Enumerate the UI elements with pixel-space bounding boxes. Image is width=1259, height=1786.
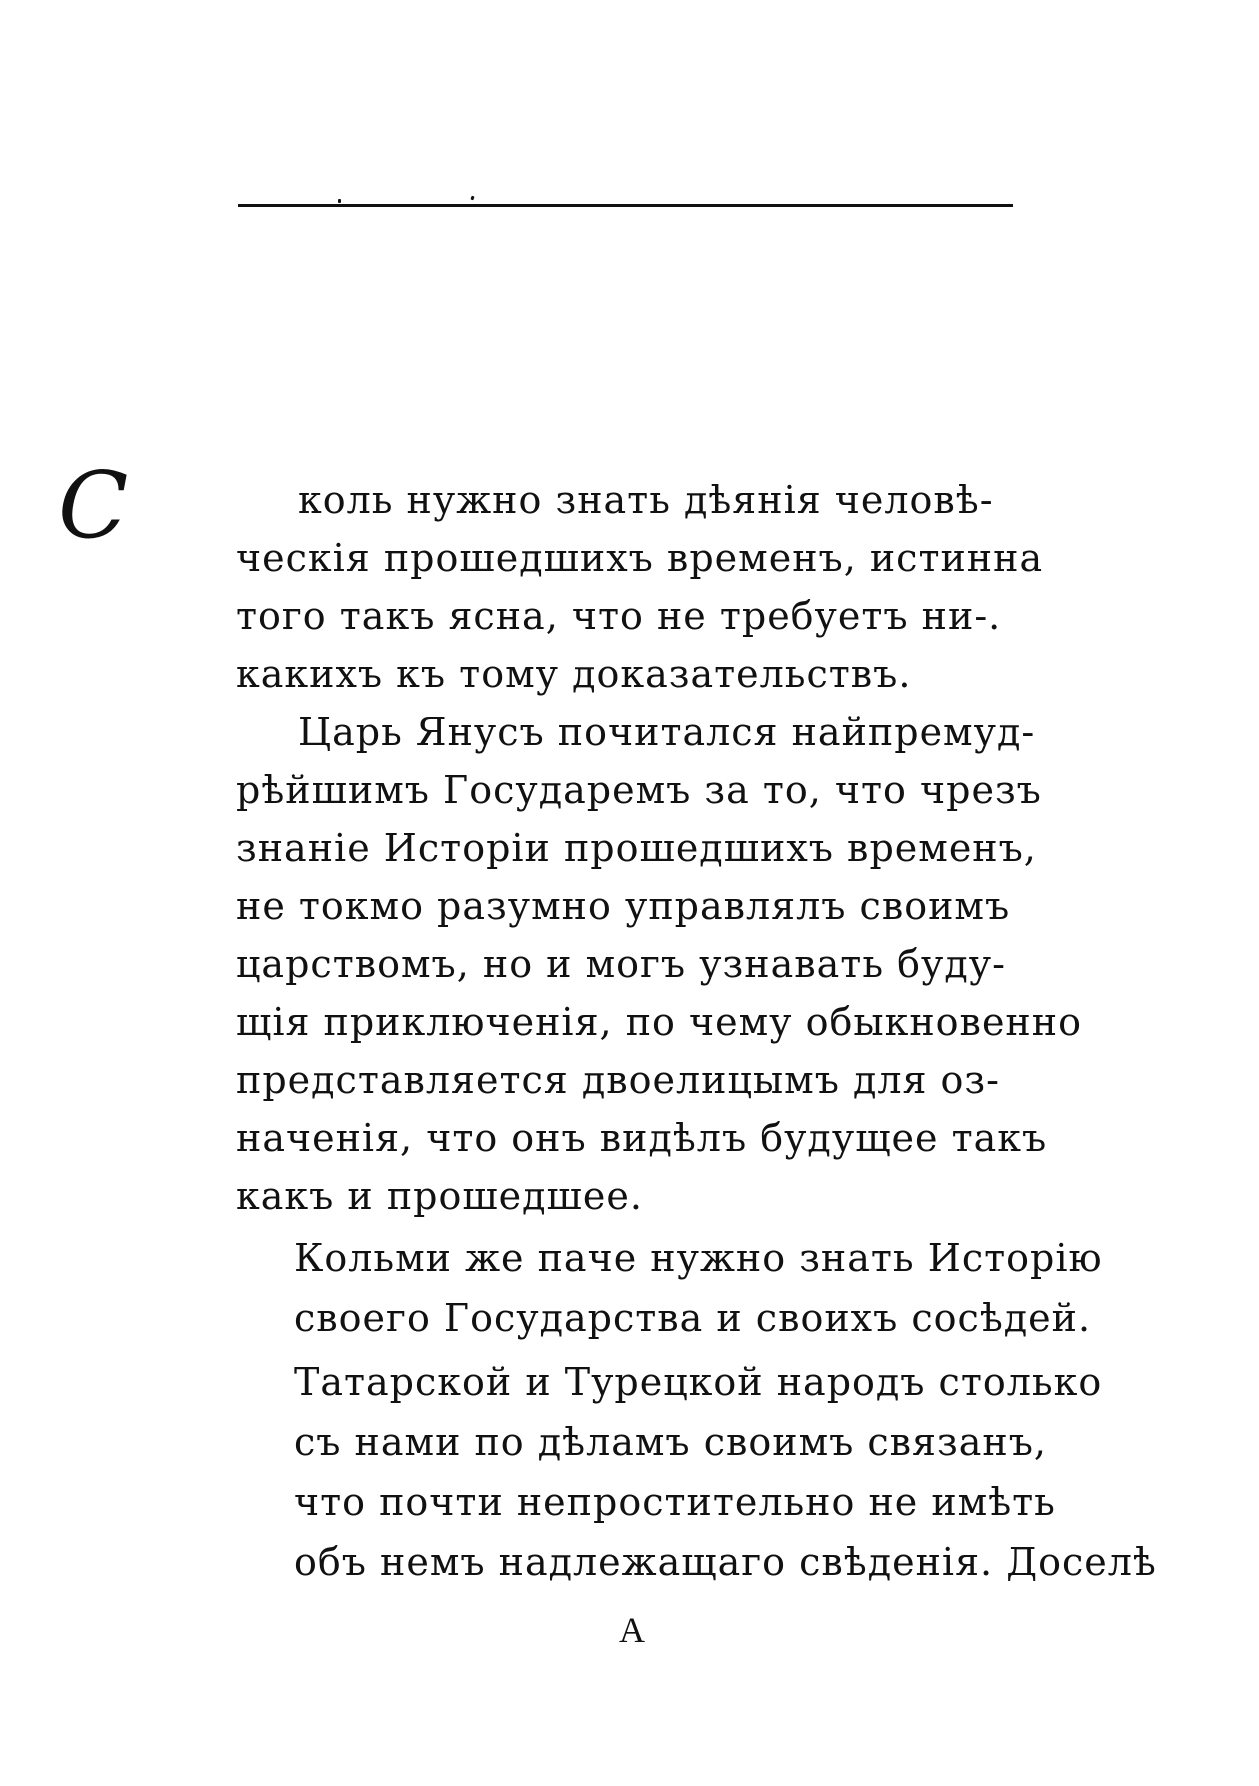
text-line: царствомъ, но и могъ узнавать буду- — [236, 942, 1006, 986]
header-rule — [238, 204, 1013, 207]
text-line: какихъ къ тому доказательствъ. — [236, 652, 912, 696]
signature-mark: А — [619, 1610, 645, 1650]
text-line: того такъ ясна, что не требуетъ ни-. — [236, 594, 1002, 638]
text-line: не токмо разумно управлялъ своимъ — [236, 884, 1011, 928]
text-line: представляется двоелицымъ для оз- — [236, 1058, 1000, 1102]
text-line: ческія прошедшихъ временъ, истинна — [236, 536, 1044, 580]
text-line: Кольми же паче нужно знать Исторію — [294, 1236, 1103, 1280]
text-line: что почти непростительно не имѣть — [294, 1480, 1056, 1524]
text-line: Царь Янусъ почитался найпремуд- — [298, 710, 1036, 754]
rule-speck — [470, 196, 474, 201]
text-line: какъ и прошедшее. — [236, 1174, 643, 1218]
text-line: наченія, что онъ видѣлъ будущее такъ — [236, 1116, 1048, 1160]
text-line: рѣйшимъ Государемъ за то, что чрезъ — [236, 768, 1042, 812]
text-line: коль нужно знать дѣянія человѣ- — [298, 478, 994, 522]
text-line: знаніе Исторіи прошедшихъ временъ, — [236, 826, 1037, 870]
rule-speck — [338, 199, 341, 203]
text-line: своего Государства и своихъ сосѣдей. — [294, 1296, 1092, 1340]
text-line: щія приключенія, по чему обыкновенно — [236, 1000, 1082, 1044]
drop-cap: С — [58, 452, 129, 559]
text-line: объ немъ надлежащаго свѣденія. Доселѣ — [294, 1540, 1157, 1584]
text-line: съ нами по дѣламъ своимъ связанъ, — [294, 1420, 1047, 1464]
text-line: Татарской и Турецкой народъ столько — [294, 1360, 1103, 1404]
